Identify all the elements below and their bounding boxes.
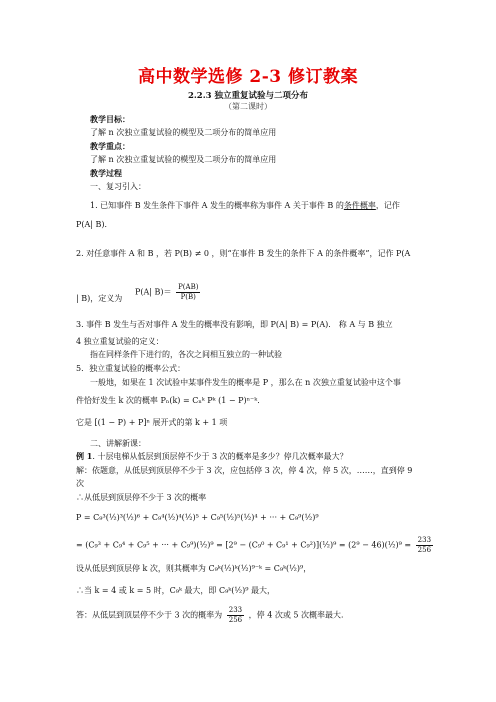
session-label: （第二课时） [224,102,272,111]
solution-line-1: 解：依题意，从低层到顶层停不少于 3 次，应包括停 3 次，停 4 次，停 5 次，……，直到停 9 [76,466,413,475]
solution-line-5: ∴当 k = 4 或 k = 5 时，C₉ᵏ 最大，即 C₉ᵏ(½)⁹ 最大， [76,586,275,595]
item-2-text-a: 2. 对任意事件 A 和 B ，若 P(B) ≠ 0 ，则“在事件 B 发生的条件下 A 的条件概率”，记作 P(A [76,249,411,258]
answer-text-b: ，停 4 次或 5 次概率最大． [248,610,350,620]
item-5-text-3: 它是 [(1 − P) + P]ⁿ 展开式的第 k + 1 项 [76,418,228,427]
item-1-text-a: 1. 已知事件 B 发生条件下事件 A 发生的概率称为事件 A 关于事件 B 的 [90,201,344,210]
item-2-fraction [176,283,200,302]
process-heading: 教学过程 [90,168,122,178]
key-text: 了解 n 次独立重复试验的模型及二项分布的简单应用 [90,155,277,164]
item-2-numerator: P(AB) [178,283,199,291]
equation-2 [76,536,435,555]
item-2-lhs: P(A| B)＝ [135,287,172,297]
answer-numerator: 233 [228,606,243,614]
answer-denominator: 256 [228,616,243,624]
item-3: 3. 事件 B 发生与否对事件 A 发生的概率没有影响，即 P(A| B) = P(A)． 称 A 与 B 独立 [76,320,393,329]
conditional-prob-term: 条件概率 [343,201,376,210]
equation-2-numerator: 233 [417,536,432,544]
item-5-text-2: 件恰好发生 k 次的概率 Pₙ(k) = Cₙᵏ Pᵏ (1 − P)ⁿ⁻ᵏ． [76,396,266,405]
item-4-text: 指在同样条件下进行的，各次之间相互独立的一种试验 [90,350,282,359]
solution-line-2: 次 [76,479,84,488]
answer-line [76,606,349,625]
lecture-heading: 二、讲解新课： [90,439,146,448]
equation-2-denominator: 256 [417,546,432,554]
goal-heading: 教学目标： [90,114,130,124]
item-1-formula: P(A| B)． [76,220,113,229]
answer-text-a: 答：从低层到顶层停不少于 3 次的概率为 [76,610,223,620]
answer-fraction [227,606,244,625]
item-1-text-b: ，记作 [375,201,400,210]
example-1 [76,451,348,462]
item-5: 5．独立重复试验的概率公式： [76,364,186,373]
goal-text: 了解 n 次独立重复试验的模型及二项分布的简单应用 [90,128,277,137]
item-1 [90,200,400,211]
review-heading: 一、复习引入： [90,182,146,191]
item-2-denominator: P(B) [180,293,196,301]
key-heading: 教学重点： [90,141,130,151]
lesson-subtitle: 2.2.3 独立重复试验与二项分布 [187,91,309,101]
item-5-text: 一般地，如果在 1 次试验中某事件发生的概率是 P ，那么在 n 次独立重复试验中这个事 [90,378,401,387]
equation-2-fraction [416,536,433,555]
item-4: 4 独立重复试验的定义： [76,337,164,346]
item-2-text-b: | B)，定义为 [76,294,123,303]
equation-1: P = C₉³(½)³(½)⁶ + C₉⁴(½)⁴(½)⁵ + C₉⁵(½)⁵(½)⁴ + ··· + C₉⁹(½)⁹ [76,513,319,522]
example-label: 例 1 [76,451,93,461]
solution-line-4: 设从低层到顶层停 k 次，则其概率为 C₉ᵏ(½)ᵏ(½)⁹⁻ᵏ = C₉ᵏ(½)⁹， [76,564,312,573]
example-text: . 十层电梯从低层到顶层停不少于 3 次的概率是多少？停几次概率最大？ [92,452,348,461]
item-2-definition [135,283,202,302]
solution-line-3: ∴从低层到顶层停不少于 3 次的概率 [76,493,207,502]
page-title: 高中数学选修 2-3 修订教案 [137,67,359,87]
equation-2-body: = (C₉³ + C₉⁴ + C₉⁵ + ··· + C₉⁹)(½)⁹ = [2⁹ − (C₉⁰ + C₉¹ + C₉²)](½)⁹ = (2⁹ − 46)(½)⁹ = [76,540,412,550]
